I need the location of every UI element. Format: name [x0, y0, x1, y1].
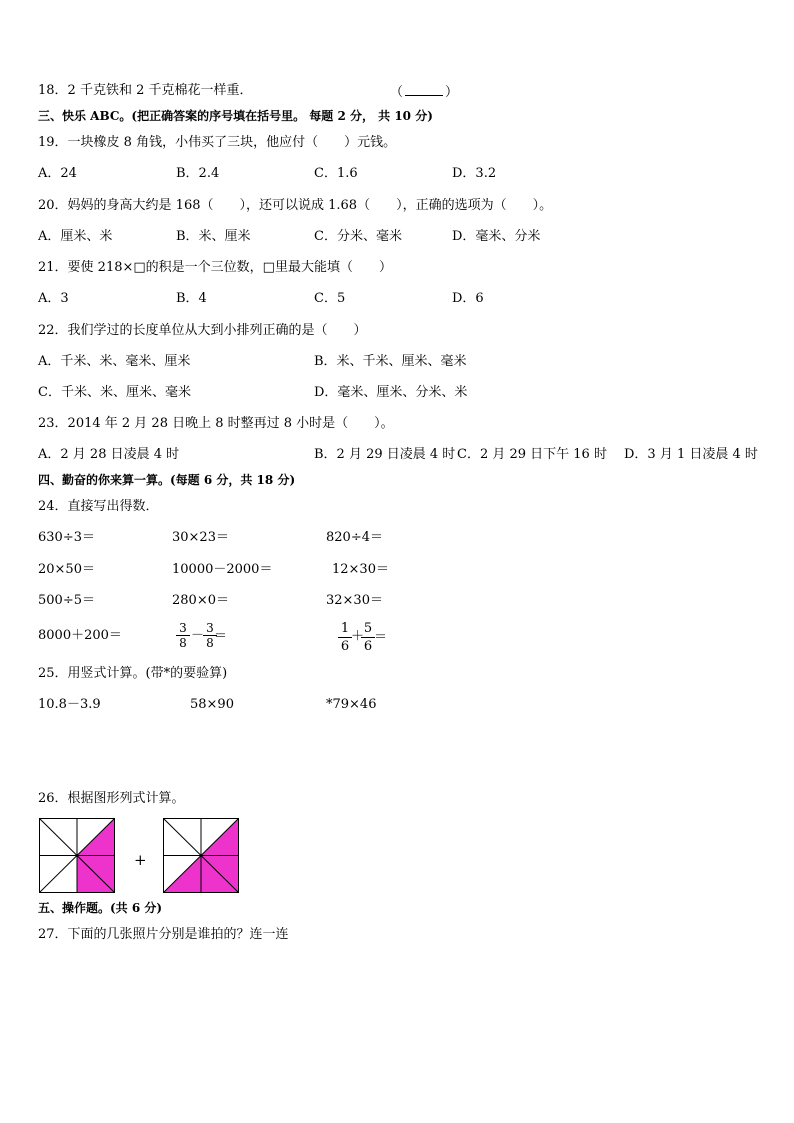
option-23-a[interactable]: A．2 月 28 日凌晨 4 时 [38, 447, 180, 462]
question-18-text: 18．2 千克铁和 2 千克棉花一样重． [38, 83, 253, 98]
underline-blank [405, 83, 443, 96]
option-20-c[interactable]: C．分米、毫米 [314, 229, 402, 244]
question-19-stem: 19．一块橡皮 8 角钱，小伟买了三块，他应付（ ）元钱。 [38, 135, 397, 150]
calc-item: 20×50＝ [38, 562, 95, 577]
option-21-c[interactable]: C．5 [314, 291, 346, 306]
calc-item: 820÷4＝ [326, 530, 383, 545]
plus-sign: + [134, 851, 147, 869]
option-20-a[interactable]: A．厘米、米 [38, 229, 113, 244]
fraction: $\frac{3}{8}$ [203, 621, 217, 650]
calc-item: 8000＋200＝ [38, 628, 122, 643]
option-19-b[interactable]: B．2.4 [176, 166, 220, 181]
fraction: $\frac{3}{8}$ [176, 621, 190, 650]
fraction-figure-1 [39, 818, 115, 893]
question-24-stem: 24．直接写出得数． [38, 499, 159, 514]
fraction: $\frac{1}{6}$ [338, 620, 352, 655]
equals-sign: ＝ [374, 630, 388, 645]
fraction-figure-2 [163, 818, 239, 893]
option-22-c[interactable]: C．千米、米、厘米、毫米 [38, 385, 191, 400]
calc-item: 10000－2000＝ [172, 562, 273, 577]
plus-sign: ＋ [351, 629, 365, 644]
minus-sign: － [191, 628, 205, 643]
question-27-stem: 27．下面的几张照片分别是谁拍的？连一连 [38, 927, 289, 942]
question-21-stem: 21．要使 218×□的积是一个三位数，□里最大能填（ ） [38, 260, 392, 275]
calc-item: 630÷3＝ [38, 530, 95, 545]
option-22-a[interactable]: A．千米、米、毫米、厘米 [38, 354, 191, 369]
option-20-d[interactable]: D．毫米、分米 [452, 229, 541, 244]
option-23-d[interactable]: D．3 月 1 日凌晨 4 时 [624, 447, 758, 462]
option-21-d[interactable]: D．6 [452, 291, 484, 306]
vertical-calc-item: 58×90 [190, 697, 234, 712]
option-22-b[interactable]: B．米、千米、厘米、毫米 [314, 354, 467, 369]
calc-item: 30×23＝ [172, 530, 229, 545]
option-19-d[interactable]: D．3.2 [452, 166, 497, 181]
question-23-stem: 23．2014 年 2 月 28 日晚上 8 时整再过 8 小时是（ ）。 [38, 416, 394, 431]
section-5-title: 五、操作题。(共 6 分) [38, 901, 163, 915]
option-19-a[interactable]: A．24 [38, 166, 77, 181]
calc-item: 500÷5＝ [38, 593, 95, 608]
equals-sign: ＝ [214, 629, 228, 644]
question-26-stem: 26．根据图形列式计算。 [38, 791, 185, 806]
question-22-stem: 22．我们学过的长度单位从大到小排列正确的是（ ） [38, 323, 367, 338]
option-20-b[interactable]: B．米、厘米 [176, 229, 251, 244]
option-21-b[interactable]: B．4 [176, 291, 207, 306]
section-4-title: 四、勤奋的你来算一算。(每题 6 分，共 18 分) [38, 473, 296, 487]
option-21-a[interactable]: A．3 [38, 291, 69, 306]
calc-item: 32×30＝ [326, 593, 383, 608]
option-23-b[interactable]: B．2 月 29 日凌晨 4 时 [314, 447, 456, 462]
option-23-c[interactable]: C．2 月 29 日下午 16 时 [457, 447, 607, 462]
fraction: $\frac{5}{6}$ [361, 620, 375, 655]
question-20-stem: 20．妈妈的身高大约是 168（ ），还可以说成 1.68（ ），正确的选项为（ ）。 [38, 198, 553, 213]
calc-item: 280×0＝ [172, 593, 229, 608]
question-25-stem: 25．用竖式计算。(带*的要验算) [38, 666, 228, 681]
option-19-c[interactable]: C．1.6 [314, 166, 358, 181]
vertical-calc-item: *79×46 [326, 697, 377, 712]
option-22-d[interactable]: D．毫米、厘米、分米、米 [314, 385, 468, 400]
vertical-calc-item: 10.8－3.9 [38, 697, 101, 712]
calc-item: 12×30＝ [332, 562, 389, 577]
answer-blank-18[interactable]: （ ） [390, 85, 459, 100]
section-3-title: 三、快乐 ABC。(把正确答案的序号填在括号里。 每题 2 分， 共 10 分) [38, 109, 433, 123]
question-18 [38, 83, 252, 99]
